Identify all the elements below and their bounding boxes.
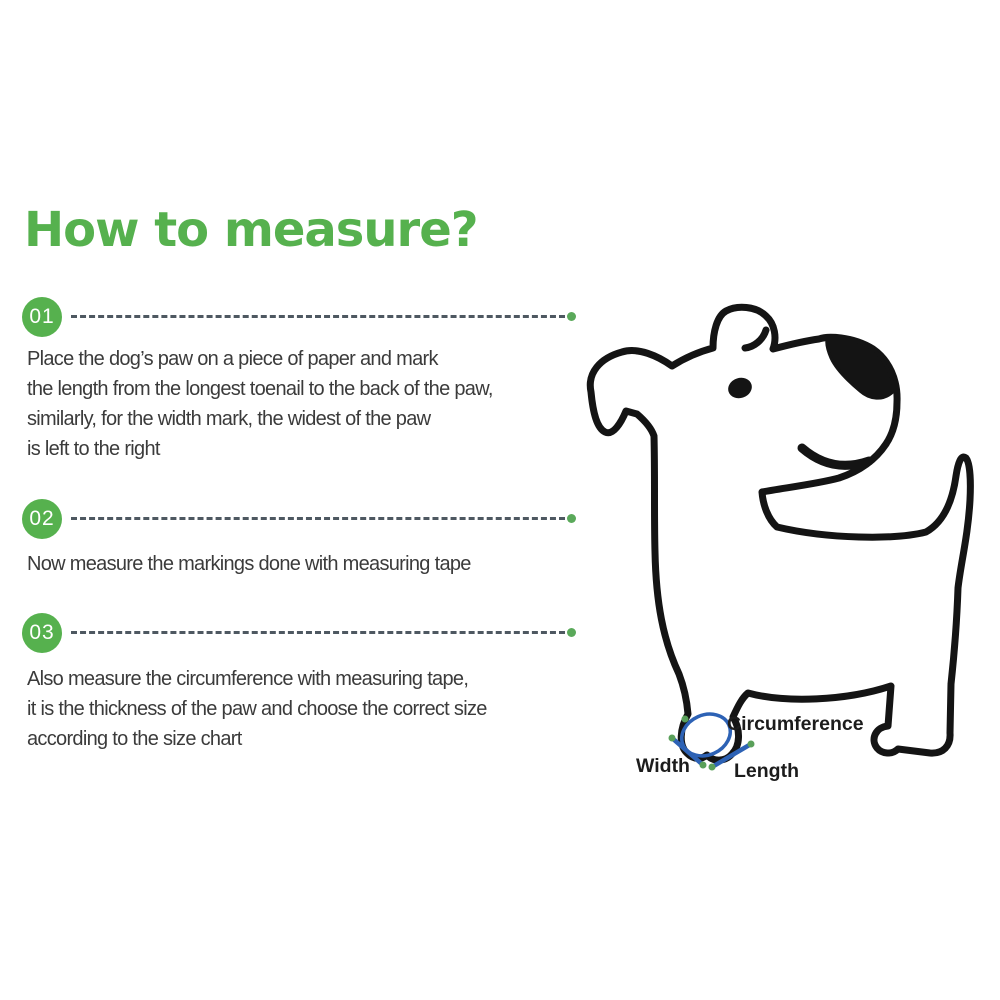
- length-label: Length: [734, 760, 799, 782]
- step-3-line-end-dot: [567, 628, 576, 637]
- step-1-line-end-dot: [567, 312, 576, 321]
- step-1-text: [27, 344, 493, 464]
- width-line-dot-start: [669, 735, 676, 742]
- step-1-line-4: is left to the right: [27, 438, 160, 460]
- dog-outline: [590, 307, 970, 760]
- dog-illustration: [580, 290, 1000, 790]
- step-1-dotted-line: [71, 315, 565, 318]
- step-1-number-badge: 01: [22, 297, 62, 337]
- step-3-text: [27, 664, 487, 754]
- step-3-line-2: it is the thickness of the paw and choose the correct size: [27, 698, 487, 720]
- ellipse-marker-dot: [682, 716, 689, 723]
- step-2-row: [22, 499, 576, 539]
- step-1-line-2: the length from the longest toenail to the back of the paw,: [27, 378, 493, 400]
- circumference-label: Circumference: [727, 713, 864, 735]
- length-line-dot-start: [709, 764, 716, 771]
- step-2-number-badge: 02: [22, 499, 62, 539]
- width-line-dot-end: [700, 762, 707, 769]
- step-1-line-3: similarly, for the width mark, the widest of the paw: [27, 408, 431, 430]
- page-title: How to measure?: [24, 202, 478, 258]
- step-3-line-3: according to the size chart: [27, 728, 242, 750]
- length-line-dot-end: [748, 741, 755, 748]
- step-2-line-1: Now measure the markings done with measuring tape: [27, 553, 471, 575]
- step-2-dotted-line: [71, 517, 565, 520]
- step-1-line-1: Place the dog’s paw on a piece of paper and mark: [27, 348, 438, 370]
- step-3-number-badge: 03: [22, 613, 62, 653]
- step-3-dotted-line: [71, 631, 565, 634]
- step-3-row: [22, 613, 576, 653]
- step-3-line-1: Also measure the circumference with measuring tape,: [27, 668, 469, 690]
- width-label: Width: [636, 755, 690, 777]
- step-1-row: [22, 297, 576, 337]
- step-2-text: [27, 549, 471, 579]
- step-2-line-end-dot: [567, 514, 576, 523]
